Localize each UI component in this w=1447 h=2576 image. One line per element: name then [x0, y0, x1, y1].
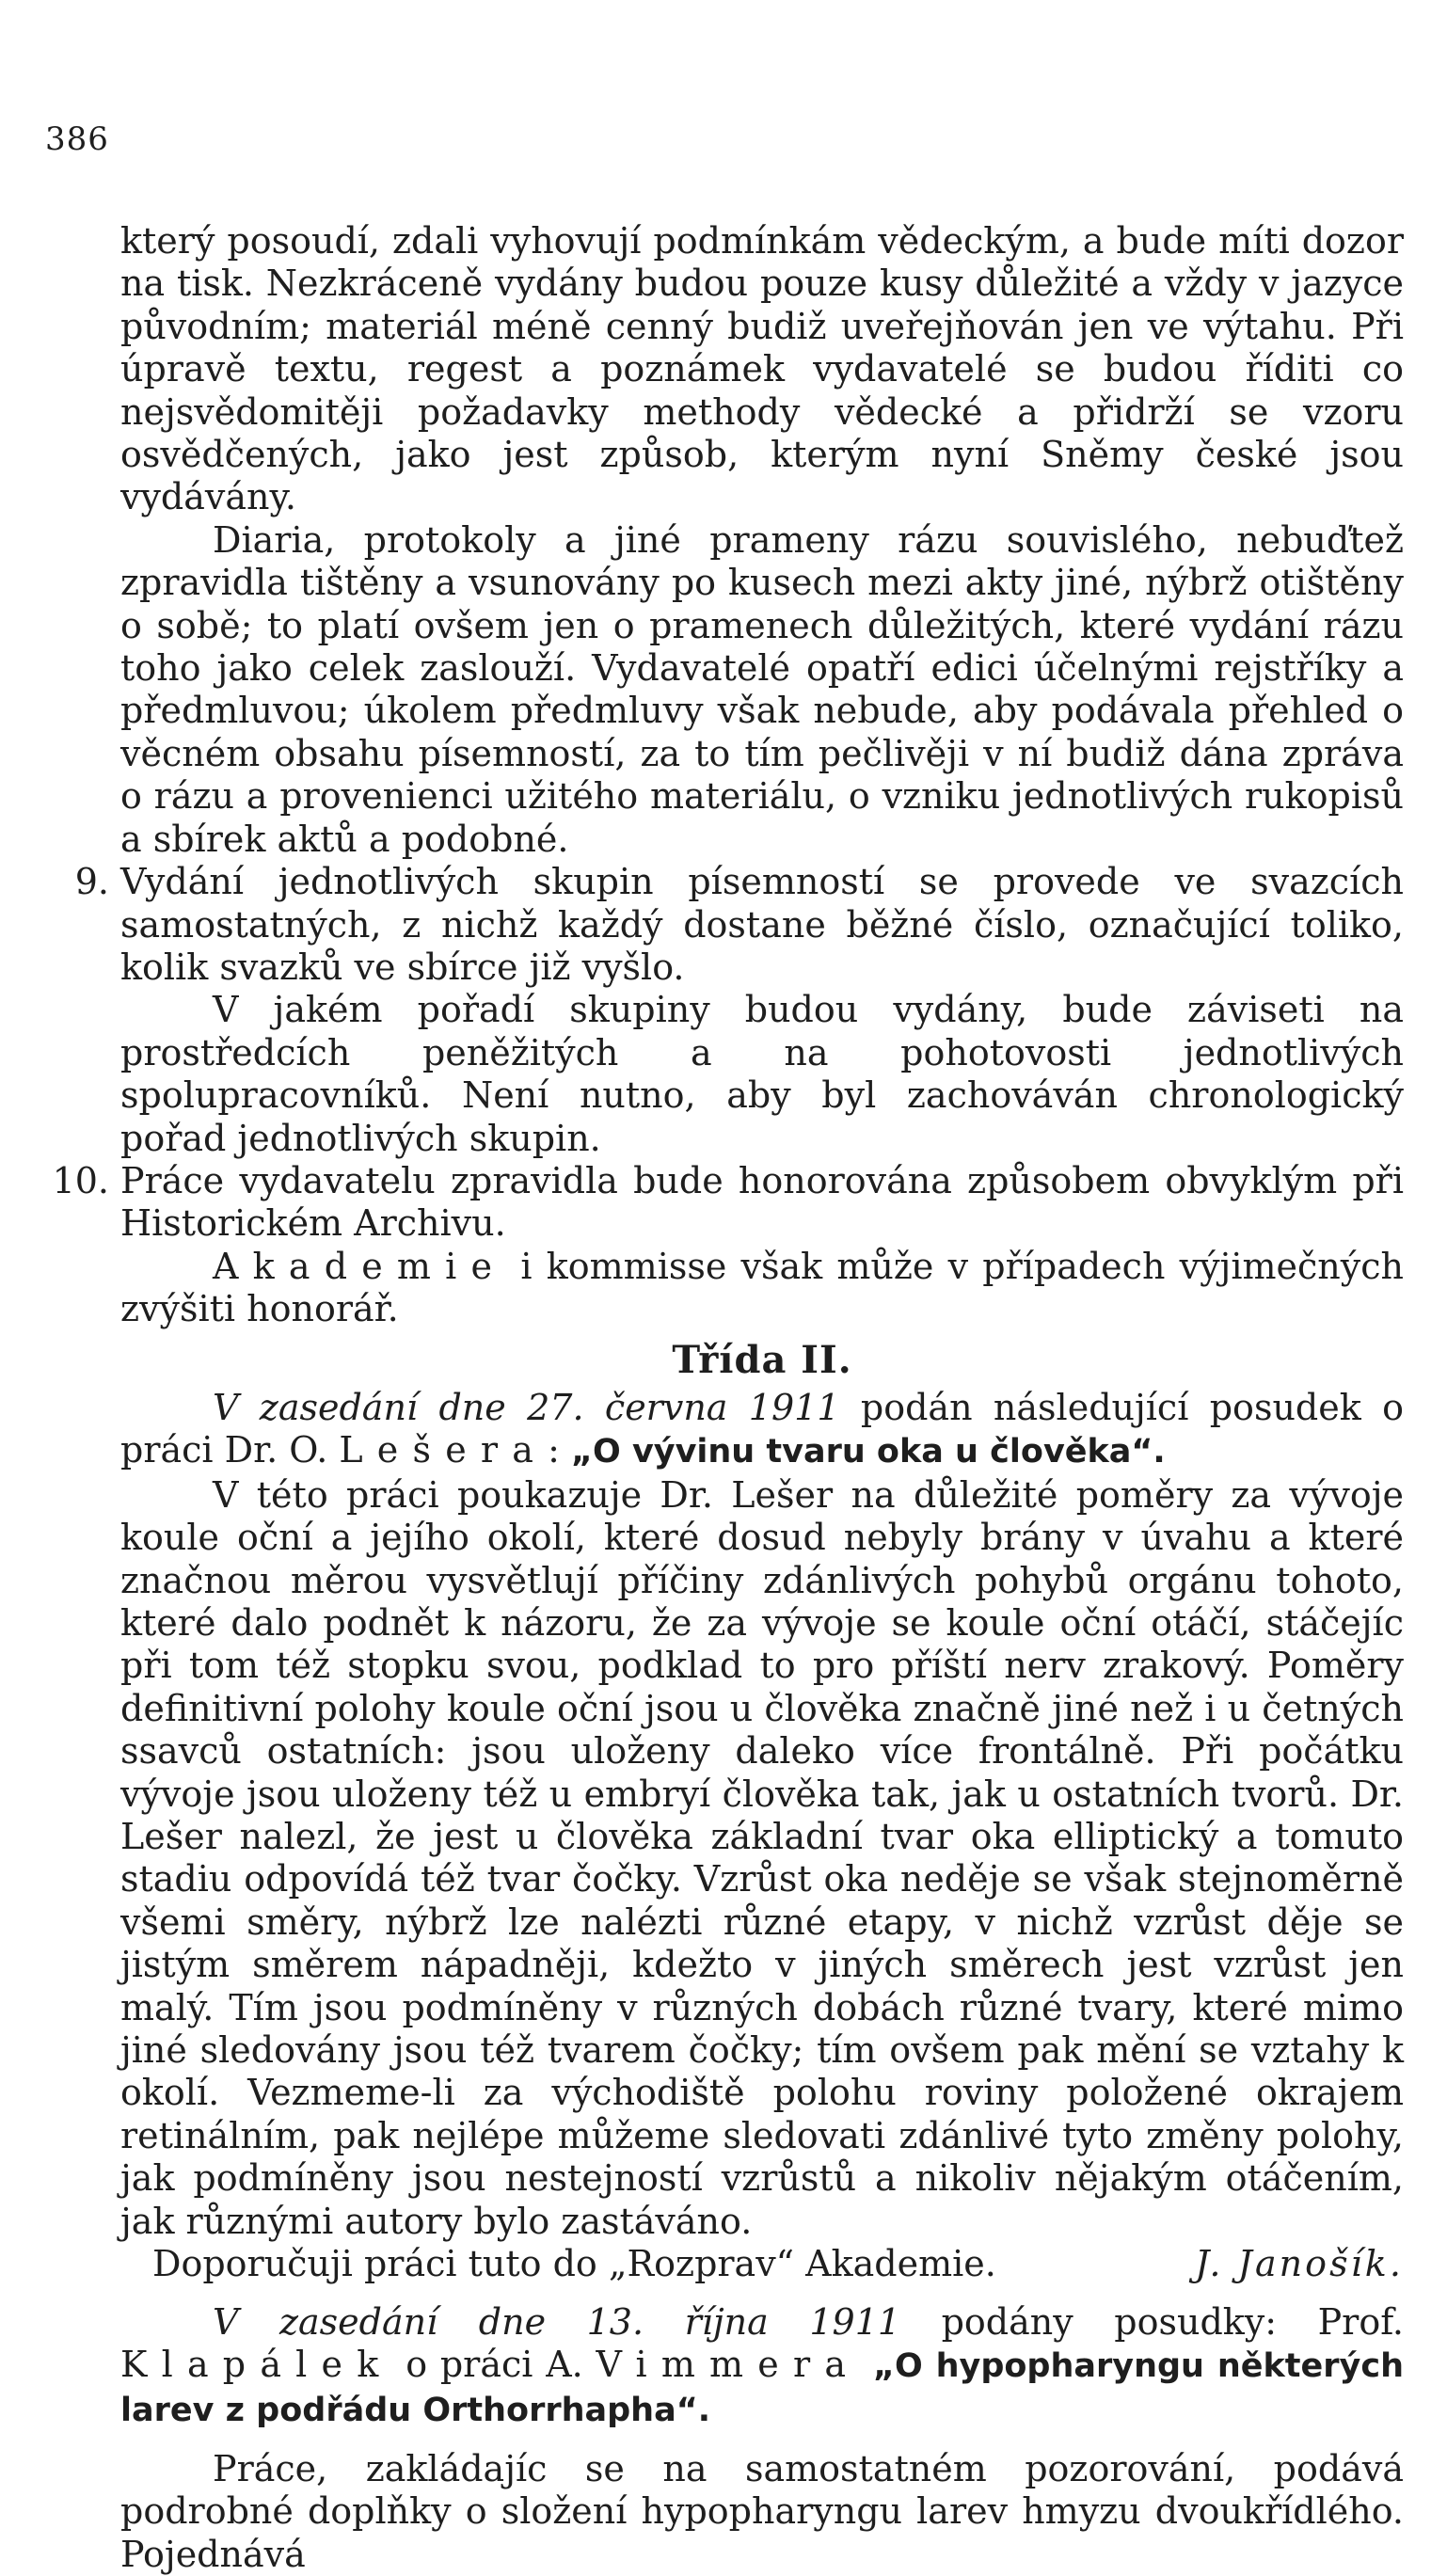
paragraph-order: V jakém pořadí skupiny budou vydány, bude záviseti na prostředcích peněžitých a na pohotovosti jednotlivých spolupracovníků. Není nutno, aby byl zachováván chronologický pořad jednotlivých skupin. [120, 989, 1404, 1159]
session-text: o práci A. [392, 2343, 596, 2385]
recommendation-line [120, 2243, 1404, 2285]
item-number: 10. [52, 1159, 109, 1201]
review-paragraph-2: Práce, zakládajíc se na samostatném pozorování, podává podrobné doplňky o složení hypopharyngu larev hmyzu dvoukřídlého. Pojednává [120, 2447, 1404, 2575]
signature: J. Janošík. [1195, 2243, 1404, 2285]
numbered-item-10 [52, 1159, 1404, 1246]
session-text [860, 2344, 873, 2385]
paragraph-continuation: který posoudí, zdali vyhovují podmínkám vědeckým, a bude míti dozor na tisk. Nezkráceně vydány budou pouze kusy důležité a vždy v jazyce původním; materiál méně cenný budiž uveřejňován jen ve výtahu. Při úpravě textu, regest a poznámek vydavatelé se budou říditi co nejsvědomitěji požadavky methody vědecké a přidrží se vzoru osvědčených, jako jest způsob, kterým nyní Sněmy české jsou vydávány. [120, 220, 1404, 518]
author-name: Lešera [339, 1429, 549, 1471]
section-heading: Třída II. [672, 1337, 852, 1382]
work-title: „O hypopharyngu některých larev z podřádu Orthorrhapha“. [120, 2346, 1404, 2430]
paragraph-honorar [120, 1246, 1404, 1331]
item-text: Práce vydavatelu zpravidla bude honorována způsobem obvyklým při Historickém Archivu. [120, 1159, 1404, 1245]
reviewer-name: Klapálek [120, 2343, 393, 2385]
work-title: „O vývinu tvaru oka u člověka“. [571, 1433, 1166, 1471]
session-text: podán následující posudek o práci Dr. O. [120, 1386, 1405, 1471]
session-text: : [548, 1429, 571, 1471]
review-paragraph-1: V této práci poukazuje Dr. Lešer na důležité poměry za vývoje koule oční a jejího okolí, které dosud nebyly brány v úvahu a které značnou měrou vysvětlují příčiny zdánlivých pohybů orgánu tohoto, které dalo podnět k názoru, že za vývoje se koule oční otáčí, stáčejíc při tom též stopku svou, podklad to pro příští nerv zrakový. Poměry definitivní polohy koule oční jsou u člověka značně jiné než i u četných ssavců ostatních: jsou uloženy daleko více frontálně. Při počátku vývoje jsou uloženy též u embryí člověka tak, jak u ostatních tvorů. Dr. Lešer nalezl, že jest u člověka základní tvar oka elliptický a tomuto stadiu odpovídá též tvar čočky. Vzrůst oka neděje se však stejnoměrně všemi směry, nýbrž lze nalézti různé etapy, v nichž vzrůst děje se jistým směrem nápadněji, kdežto v jiných směrech jest vzrůst jen malý. Tím jsou podmíněny v různých dobách různé tvary, které mimo jiné sledovány jsou též tvarem čočky; tím ovšem pak mění se vztahy k okolí. Vezmeme-li za východiště polohu roviny položené okrajem retinálním, pak nejlépe můžeme sledovati zdánlivé tyto změny polohy, jak podmíněny jsou nestejností vzrůstů a nikoliv nějakým otáčením, jak různými autory bylo zastáváno. [120, 1473, 1404, 2242]
author-name: Vimmera [596, 2343, 861, 2385]
session-date: V zasedání dne 27. června 1911 [213, 1386, 840, 1428]
session-date: V zasedání dne 13. října 1911 [213, 2300, 901, 2343]
recommendation: Doporučuji práci tuto do „Rozprav“ Akademie. [152, 2243, 996, 2285]
main-text [52, 220, 1405, 2576]
page-number: 386 [45, 120, 109, 158]
paragraph-text: i kommisse však může v případech výjimečných zvýšiti honorář. [120, 1245, 1404, 1330]
numbered-item-9 [74, 861, 1404, 989]
item-number: 9. [74, 861, 109, 903]
session-intro-1 [120, 1387, 1404, 1474]
item-text: Vydání jednotlivých skupin písemností se provede ve svazcích samostatných, z nichž každý dostane běžné číslo, označující toliko, kolik svazků ve sbírce již vyšlo. [120, 861, 1404, 988]
paragraph-diaria: Diaria, protokoly a jiné prameny rázu souvislého, nebuďtež zpravidla tištěny a vsunovány po kusech mezi akty jiné, nýbrž otištěny o sobě; to platí ovšem jen o pramenech důležitých, které vydání rázu toho jako celek zaslouží. Vydavatelé opatří edici účelnými rejstříky a předmluvou; úkolem předmluvy však nebude, aby podávala přehled o věcném obsahu písemností, za to tím pečlivěji v ní budiž dána zpráva o rázu a provenienci užitého materiálu, o vzniku jednotlivých rukopisů a sbírek aktů a podobné. [120, 518, 1404, 860]
session-text: podány posudky: Prof. [900, 2300, 1404, 2343]
session-intro-2 [120, 2301, 1404, 2433]
spaced-word: Akademie [213, 1245, 507, 1287]
